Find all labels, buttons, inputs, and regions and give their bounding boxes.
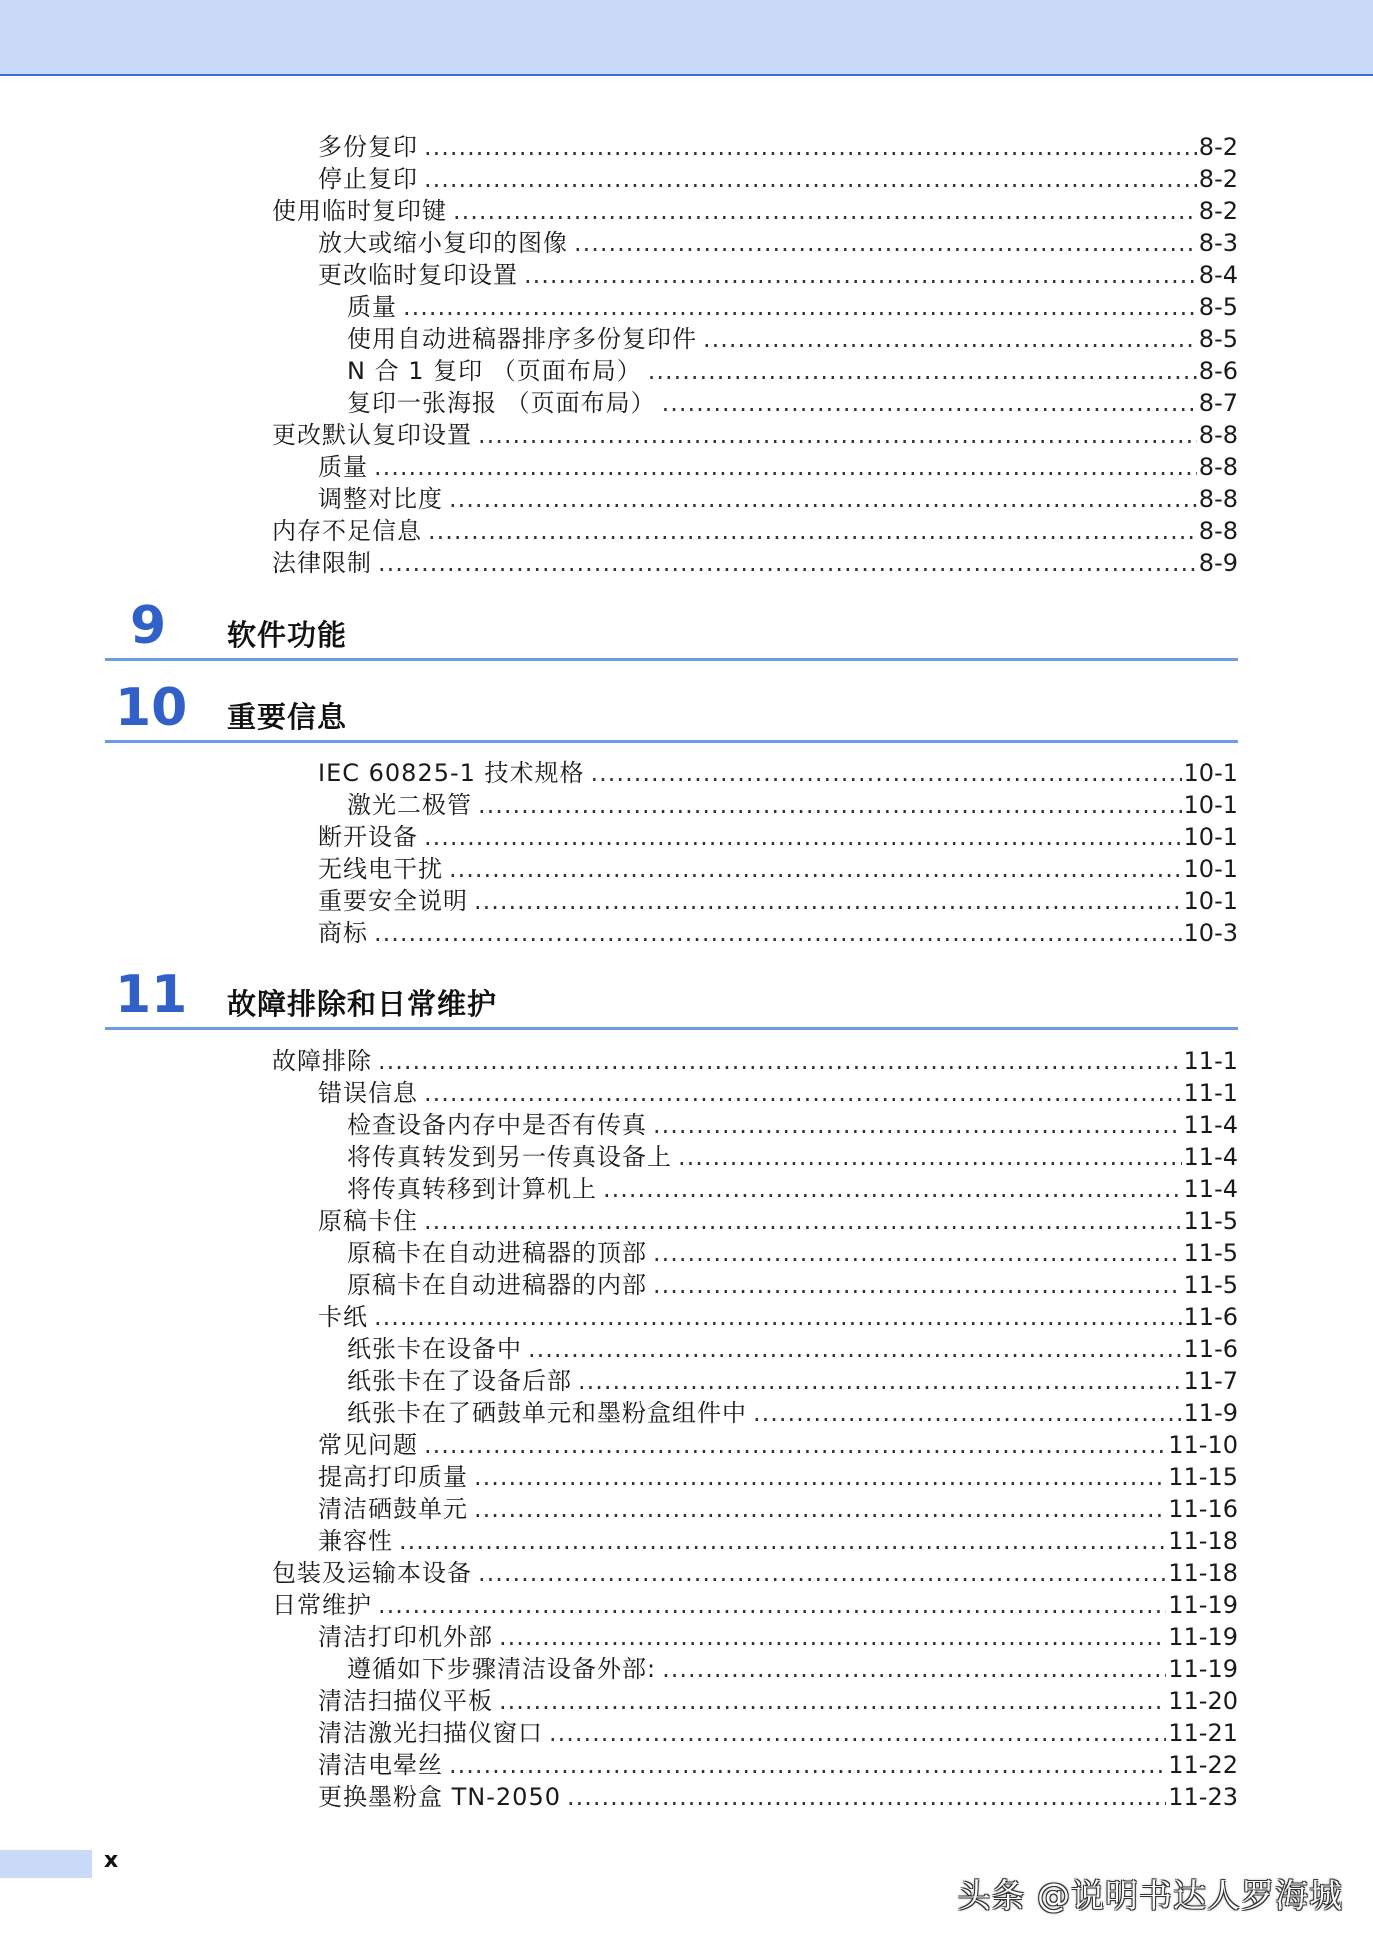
toc-entry-page: 11-7 bbox=[1183, 1367, 1238, 1395]
toc-entry[interactable] bbox=[272, 1589, 1238, 1621]
toc-entry[interactable] bbox=[318, 1429, 1238, 1461]
leader-dots bbox=[424, 1429, 1166, 1461]
toc-entry-page: 11-5 bbox=[1183, 1207, 1238, 1235]
leader-dots bbox=[453, 195, 1197, 227]
toc-entry-title: 提高打印质量 bbox=[318, 1463, 468, 1491]
leader-dots bbox=[662, 387, 1197, 419]
toc-entry-page: 11-20 bbox=[1168, 1687, 1238, 1715]
toc-entry-title: 检查设备内存中是否有传真 bbox=[347, 1111, 647, 1139]
toc-entry-page: 11-22 bbox=[1168, 1751, 1238, 1779]
toc-entry[interactable] bbox=[318, 259, 1238, 291]
leader-dots bbox=[753, 1397, 1182, 1429]
chapter-title: 故障排除和日常维护 bbox=[227, 987, 498, 1021]
chapter-heading[interactable] bbox=[105, 594, 1238, 661]
chapter-heading[interactable] bbox=[105, 676, 1238, 743]
leader-dots bbox=[653, 1109, 1182, 1141]
leader-dots bbox=[449, 1749, 1166, 1781]
toc-entry[interactable] bbox=[318, 163, 1238, 195]
leader-dots bbox=[653, 1269, 1182, 1301]
toc-entry[interactable] bbox=[272, 195, 1238, 227]
toc-entry[interactable] bbox=[347, 1333, 1238, 1365]
toc-entry-page: 8-9 bbox=[1198, 549, 1238, 577]
toc-entry-title: 纸张卡在了设备后部 bbox=[347, 1367, 572, 1395]
toc-entry-page: 8-2 bbox=[1198, 197, 1238, 225]
toc-entry-title: 质量 bbox=[347, 293, 397, 321]
toc-entry-page: 11-1 bbox=[1183, 1079, 1238, 1107]
toc-entry-title: 清洁激光扫描仪窗口 bbox=[318, 1719, 543, 1747]
toc-entry-title: 无线电干扰 bbox=[318, 855, 443, 883]
chapter-heading[interactable] bbox=[105, 963, 1238, 1030]
toc-entry-title: 激光二极管 bbox=[347, 791, 472, 819]
leader-dots bbox=[524, 259, 1197, 291]
leader-dots bbox=[449, 483, 1197, 515]
toc-entry-title: 日常维护 bbox=[272, 1591, 372, 1619]
toc-entry-title: 清洁硒鼓单元 bbox=[318, 1495, 468, 1523]
page-number: x bbox=[104, 1848, 119, 1873]
toc-entry-page: 8-8 bbox=[1198, 421, 1238, 449]
toc-entry-page: 11-23 bbox=[1168, 1783, 1238, 1811]
toc-entry-title: 重要安全说明 bbox=[318, 887, 468, 915]
toc-entry-page: 11-15 bbox=[1168, 1463, 1238, 1491]
toc-entry-page: 10-1 bbox=[1183, 759, 1238, 787]
leader-dots bbox=[374, 917, 1182, 949]
toc-entry-page: 11-5 bbox=[1183, 1271, 1238, 1299]
toc-entry[interactable] bbox=[318, 1077, 1238, 1109]
toc-entry[interactable] bbox=[318, 1749, 1238, 1781]
toc-entry[interactable] bbox=[347, 1141, 1238, 1173]
toc-entry-page: 10-3 bbox=[1183, 919, 1238, 947]
leader-dots bbox=[378, 1045, 1182, 1077]
toc-entry[interactable] bbox=[347, 1237, 1238, 1269]
toc-entry-title: 断开设备 bbox=[318, 823, 418, 851]
chapter-number: 10 bbox=[115, 678, 188, 738]
leader-dots bbox=[591, 757, 1182, 789]
toc-entry[interactable] bbox=[318, 1205, 1238, 1237]
toc-entry-page: 8-8 bbox=[1198, 517, 1238, 545]
toc-entry-page: 11-19 bbox=[1168, 1591, 1238, 1619]
toc-entry-page: 11-19 bbox=[1168, 1623, 1238, 1651]
leader-dots bbox=[399, 1525, 1166, 1557]
toc-entry-title: 原稿卡在自动进稿器的顶部 bbox=[347, 1239, 647, 1267]
toc-entry[interactable] bbox=[347, 1397, 1238, 1429]
toc-entry-page: 11-5 bbox=[1183, 1239, 1238, 1267]
toc-entry-page: 8-2 bbox=[1198, 165, 1238, 193]
toc-entry-page: 10-1 bbox=[1183, 887, 1238, 915]
leader-dots bbox=[603, 1173, 1182, 1205]
toc-entry[interactable] bbox=[272, 1557, 1238, 1589]
chapter-title: 软件功能 bbox=[227, 618, 348, 652]
toc-entry[interactable] bbox=[318, 853, 1238, 885]
toc-entry-page: 8-4 bbox=[1198, 261, 1238, 289]
leader-dots bbox=[478, 1557, 1166, 1589]
leader-dots bbox=[499, 1685, 1166, 1717]
toc-entry-page: 8-8 bbox=[1198, 453, 1238, 481]
leader-dots bbox=[424, 821, 1182, 853]
toc-entry-title: 遵循如下步骤清洁设备外部: bbox=[347, 1655, 657, 1683]
toc-entry-title: 清洁电晕丝 bbox=[318, 1751, 443, 1779]
footer-tab bbox=[0, 1850, 92, 1878]
leader-dots bbox=[703, 323, 1197, 355]
toc-entry[interactable] bbox=[347, 1269, 1238, 1301]
toc-entry[interactable] bbox=[347, 1109, 1238, 1141]
toc-entry[interactable] bbox=[318, 1685, 1238, 1717]
leader-dots bbox=[499, 1621, 1166, 1653]
toc-entry-title: 卡纸 bbox=[318, 1303, 368, 1331]
toc-entry[interactable] bbox=[272, 419, 1238, 451]
leader-dots bbox=[424, 1077, 1182, 1109]
toc-entry-title: 常见问题 bbox=[318, 1431, 418, 1459]
toc-entry-page: 11-16 bbox=[1168, 1495, 1238, 1523]
toc-entry[interactable] bbox=[347, 1365, 1238, 1397]
leader-dots bbox=[478, 789, 1182, 821]
leader-dots bbox=[528, 1333, 1182, 1365]
leader-dots bbox=[578, 1365, 1182, 1397]
toc-entry[interactable] bbox=[318, 1781, 1238, 1813]
leader-dots bbox=[374, 451, 1197, 483]
toc-entry-page: 11-6 bbox=[1183, 1303, 1238, 1331]
toc-entry-title: 更改临时复印设置 bbox=[318, 261, 518, 289]
header-band bbox=[0, 0, 1373, 76]
toc-entry[interactable] bbox=[318, 757, 1238, 789]
toc-entry[interactable] bbox=[318, 885, 1238, 917]
toc-entry-title: 将传真转发到另一传真设备上 bbox=[347, 1143, 672, 1171]
toc-entry-title: 停止复印 bbox=[318, 165, 418, 193]
toc-entry[interactable] bbox=[318, 451, 1238, 483]
chapter-number: 9 bbox=[130, 596, 167, 656]
toc-entry-title: 错误信息 bbox=[318, 1079, 418, 1107]
toc-entry-title: 多份复印 bbox=[318, 133, 418, 161]
toc-entry[interactable] bbox=[347, 789, 1238, 821]
leader-dots bbox=[678, 1141, 1182, 1173]
toc-entry-page: 8-2 bbox=[1198, 133, 1238, 161]
toc-entry[interactable] bbox=[272, 547, 1238, 579]
toc-entry-page: 8-3 bbox=[1198, 229, 1238, 257]
toc-entry[interactable] bbox=[272, 515, 1238, 547]
toc-entry[interactable] bbox=[318, 1493, 1238, 1525]
toc-entry[interactable] bbox=[318, 1621, 1238, 1653]
toc-entry-page: 11-1 bbox=[1183, 1047, 1238, 1075]
toc-entry[interactable] bbox=[347, 1653, 1238, 1685]
toc-entry[interactable] bbox=[318, 1301, 1238, 1333]
leader-dots bbox=[424, 1205, 1182, 1237]
leader-dots bbox=[474, 1461, 1166, 1493]
toc-entry-title: 故障排除 bbox=[272, 1047, 372, 1075]
toc-entry-title: 复印一张海报 （页面布局） bbox=[347, 389, 656, 417]
toc-entry-page: 11-21 bbox=[1168, 1719, 1238, 1747]
toc-entry-page: 11-4 bbox=[1183, 1111, 1238, 1139]
toc-entry-title: N 合 1 复印 （页面布局） bbox=[347, 357, 642, 385]
toc-entry[interactable] bbox=[318, 917, 1238, 949]
toc-entry[interactable] bbox=[347, 355, 1238, 387]
toc-entry-title: 调整对比度 bbox=[318, 485, 443, 513]
toc-entry-title: IEC 60825-1 技术规格 bbox=[318, 759, 585, 787]
toc-entry-title: 放大或缩小复印的图像 bbox=[318, 229, 568, 257]
toc-entry[interactable] bbox=[318, 1717, 1238, 1749]
toc-entry-page: 11-4 bbox=[1183, 1143, 1238, 1171]
leader-dots bbox=[648, 355, 1197, 387]
toc-entry-title: 将传真转移到计算机上 bbox=[347, 1175, 597, 1203]
leader-dots bbox=[574, 227, 1197, 259]
chapter-number: 11 bbox=[115, 965, 188, 1025]
toc-entry-page: 10-1 bbox=[1183, 823, 1238, 851]
watermark-text: 头条 @说明书达人罗海城 bbox=[957, 1876, 1343, 1915]
toc-entry[interactable] bbox=[318, 1525, 1238, 1557]
toc-entry-title: 纸张卡在了硒鼓单元和墨粉盒组件中 bbox=[347, 1399, 747, 1427]
leader-dots bbox=[428, 515, 1197, 547]
toc-entry[interactable] bbox=[318, 227, 1238, 259]
toc-entry-title: 原稿卡住 bbox=[318, 1207, 418, 1235]
toc-entry-title: 兼容性 bbox=[318, 1527, 393, 1555]
chapter-title: 重要信息 bbox=[227, 700, 348, 734]
leader-dots bbox=[403, 291, 1197, 323]
toc-entry-title: 内存不足信息 bbox=[272, 517, 422, 545]
toc-entry[interactable] bbox=[347, 1173, 1238, 1205]
leader-dots bbox=[378, 547, 1197, 579]
leader-dots bbox=[474, 1493, 1166, 1525]
toc-entry-page: 11-9 bbox=[1183, 1399, 1238, 1427]
leader-dots bbox=[424, 131, 1197, 163]
toc-entry-title: 质量 bbox=[318, 453, 368, 481]
toc-entry[interactable] bbox=[347, 387, 1238, 419]
toc-entry-title: 更换墨粉盒 TN-2050 bbox=[318, 1783, 561, 1811]
toc-entry-page: 8-6 bbox=[1198, 357, 1238, 385]
leader-dots bbox=[549, 1717, 1166, 1749]
toc-entry-page: 11-4 bbox=[1183, 1175, 1238, 1203]
toc-entry-title: 包装及运输本设备 bbox=[272, 1559, 472, 1587]
toc-entry-page: 10-1 bbox=[1183, 855, 1238, 883]
leader-dots bbox=[662, 1653, 1166, 1685]
toc-entry[interactable] bbox=[272, 1045, 1238, 1077]
leader-dots bbox=[378, 1589, 1166, 1621]
toc-entry[interactable] bbox=[318, 821, 1238, 853]
toc-entry-title: 原稿卡在自动进稿器的内部 bbox=[347, 1271, 647, 1299]
toc-entry-title: 清洁扫描仪平板 bbox=[318, 1687, 493, 1715]
toc-entry-page: 10-1 bbox=[1183, 791, 1238, 819]
toc-entry[interactable] bbox=[347, 291, 1238, 323]
toc-entry[interactable] bbox=[318, 131, 1238, 163]
leader-dots bbox=[374, 1301, 1182, 1333]
toc-entry-page: 11-10 bbox=[1168, 1431, 1238, 1459]
leader-dots bbox=[474, 885, 1182, 917]
toc-entry[interactable] bbox=[318, 1461, 1238, 1493]
leader-dots bbox=[424, 163, 1197, 195]
toc-entry[interactable] bbox=[318, 483, 1238, 515]
toc-entry-page: 8-7 bbox=[1198, 389, 1238, 417]
toc-entry-title: 使用临时复印键 bbox=[272, 197, 447, 225]
leader-dots bbox=[449, 853, 1182, 885]
toc-entry-title: 清洁打印机外部 bbox=[318, 1623, 493, 1651]
toc-entry-title: 更改默认复印设置 bbox=[272, 421, 472, 449]
leader-dots bbox=[478, 419, 1197, 451]
toc-entry-page: 11-6 bbox=[1183, 1335, 1238, 1363]
toc-entry-title: 使用自动进稿器排序多份复印件 bbox=[347, 325, 697, 353]
toc-entry-page: 11-18 bbox=[1168, 1559, 1238, 1587]
leader-dots bbox=[653, 1237, 1182, 1269]
toc-entry-page: 8-8 bbox=[1198, 485, 1238, 513]
toc-entry-title: 商标 bbox=[318, 919, 368, 947]
toc-entry-page: 11-19 bbox=[1168, 1655, 1238, 1683]
toc-entry-title: 纸张卡在设备中 bbox=[347, 1335, 522, 1363]
toc-entry-page: 11-18 bbox=[1168, 1527, 1238, 1555]
leader-dots bbox=[567, 1781, 1166, 1813]
toc-entry-page: 8-5 bbox=[1198, 293, 1238, 321]
toc-entry[interactable] bbox=[347, 323, 1238, 355]
toc-entry-title: 法律限制 bbox=[272, 549, 372, 577]
toc-entry-page: 8-5 bbox=[1198, 325, 1238, 353]
